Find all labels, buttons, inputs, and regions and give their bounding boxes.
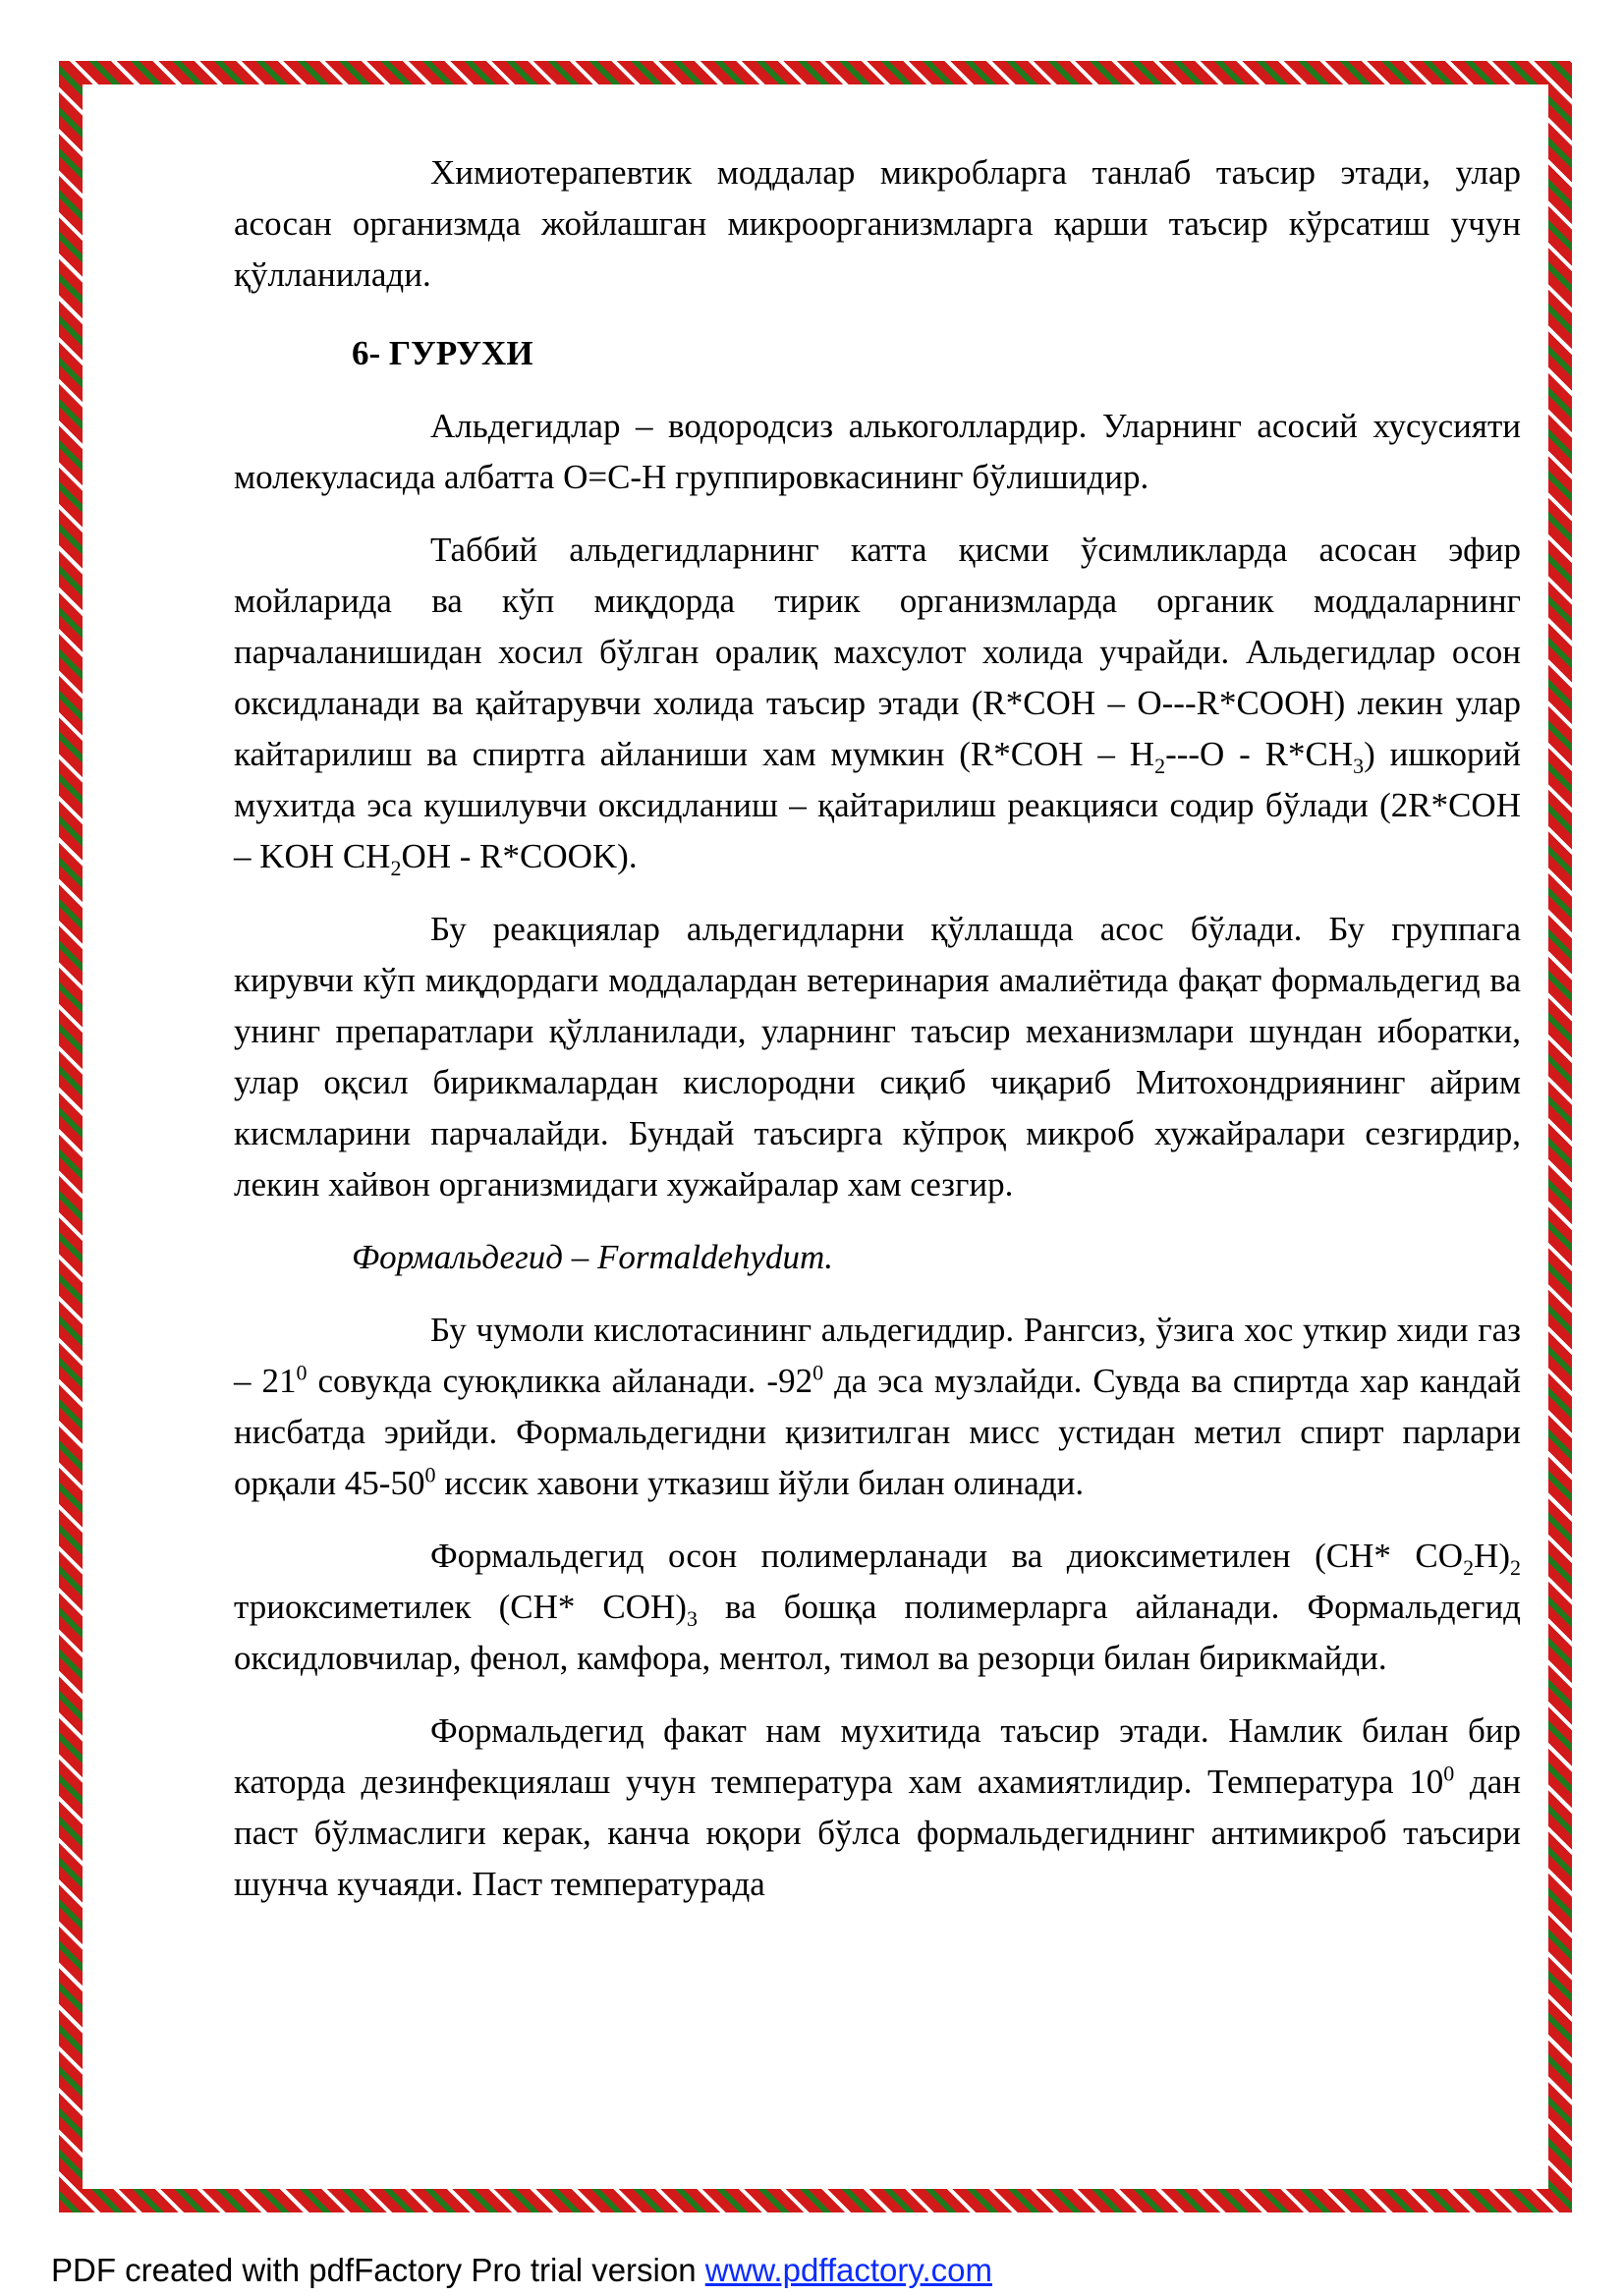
paragraph-text: триоксиметилек (CH* COH) (234, 1588, 687, 1626)
subscript: 3 (686, 1606, 698, 1631)
paragraph-text: совукда суюқликка айланади. -92 (307, 1362, 813, 1400)
formula-text: (R*COH – H (959, 735, 1155, 773)
subscript: 3 (1353, 754, 1365, 778)
paragraph-text: ва бошқа полимерларга айланади. Формальдегид оксидловчилар, фенол, камфора, ментол, тимол ва резорци билан бирикмайди. (234, 1588, 1521, 1677)
subscript: 2 (1510, 1555, 1521, 1580)
superscript: 0 (296, 1360, 308, 1385)
paragraph-6 (234, 1531, 1521, 1684)
subscript: 2 (1154, 754, 1166, 778)
superscript: 0 (1443, 1761, 1455, 1786)
paragraph-7 (234, 1706, 1521, 1910)
paragraph-4: Бу реакциялар альдегидларни қўллашда асос бўлади. Бу группага кирувчи кўп миқдордаги моддалардан ветеринария амалиётида фақат формальдегид ва унинг препаратлари қўлланилади, уларнинг таъсир механизмлари шундан иборатки, улар оқсил бирикмалардан кислородни сиқиб чиқариб Митохондриянинг айрим кисмларини парчалайди. Бундай таъсирга кўпроқ микроб хужайралари сезгирдир, лекин хайвон организмидаги хужайралар хам сезгир. (234, 910, 1521, 1204)
pdf-footer (51, 2252, 992, 2289)
paragraph-1: Химиотерапевтик моддалар микробларга танлаб таъсир этади, улар асосан организмда жойлашган микроорганизмларга қарши таъсир кўрсатиш учун қўлланилади. (234, 153, 1521, 294)
paragraph-text: дан паст бўлмаслиги керак, канча юқори бўлса формальдегиднинг антимикроб таъсири шунча кучаяди. Паст температурада (234, 1763, 1521, 1903)
paragraph-text: Формальдегид факат нам мухитида таъсир этади. Намлик билан бир каторда дезинфекциялаш учун температура хам ахамиятлидир. Температура 10 (234, 1711, 1521, 1801)
paragraph-2: Альдегидлар – водородсиз алькоголлардир. Уларнинг асосий хусусияти молекуласида албатта O=C-H группировкасининг бўлишидир. (234, 407, 1521, 496)
superscript: 0 (812, 1360, 824, 1385)
formula-text: ---O - R*CH (1165, 735, 1354, 773)
paragraph-text: Формальдегид осон полимерланади ва диоксиметилен (CH* CO (430, 1537, 1464, 1575)
paragraph-5 (234, 1305, 1521, 1509)
paragraph-text: H) (1474, 1537, 1510, 1575)
footer-text: PDF created with pdfFactory Pro trial version (51, 2252, 705, 2288)
paragraph-text: Бу чумоли кислотасининг альдегиддир. Рангсиз, ўзига хос уткир хиди газ – 21 (234, 1311, 1521, 1400)
paragraph-3 (234, 525, 1521, 882)
section-heading: 6- ГУРУХИ (352, 334, 533, 372)
italic-subheading: Формальдегид – Formaldehydum. (352, 1238, 834, 1276)
paragraph-3-text: Таббий альдегидларнинг катта қисми ўсимликларда асосан эфир мойларида ва кўп миқдорда тирик организмларда органик моддаларнинг парчаланишидан хосил бўлган оралиқ махсулот холида учрайди. Альдегидлар осон оксидланади ва қайтарувчи холида таъсир этади (R*COH – O---R*COOH) лекин улар кайтарилиш ва спиртга айланиши хам мумкин (234, 531, 1521, 773)
document-body (234, 147, 1521, 1932)
pdffactory-link[interactable]: www.pdffactory.com (704, 2252, 992, 2288)
subscript: 2 (1463, 1555, 1475, 1580)
subscript: 2 (390, 856, 402, 880)
formula-text: ) ишкорий мухитда эса кушилувчи оксидланиш – қайтарилиш реакцияси содир бўлади (2R*COH – KOH CH (234, 735, 1521, 875)
paragraph-text: иссик хавони утказиш йўли билан олинади. (435, 1464, 1085, 1502)
paragraph-text: да эса музлайди. Сувда ва спиртда хар кандай нисбатда эрийди. Формальдегидни қизитилган мисс устидан метил спирт парлари орқали 45-50 (234, 1362, 1522, 1502)
formula-text: OH - R*COOK). (401, 837, 638, 875)
superscript: 0 (424, 1462, 436, 1487)
